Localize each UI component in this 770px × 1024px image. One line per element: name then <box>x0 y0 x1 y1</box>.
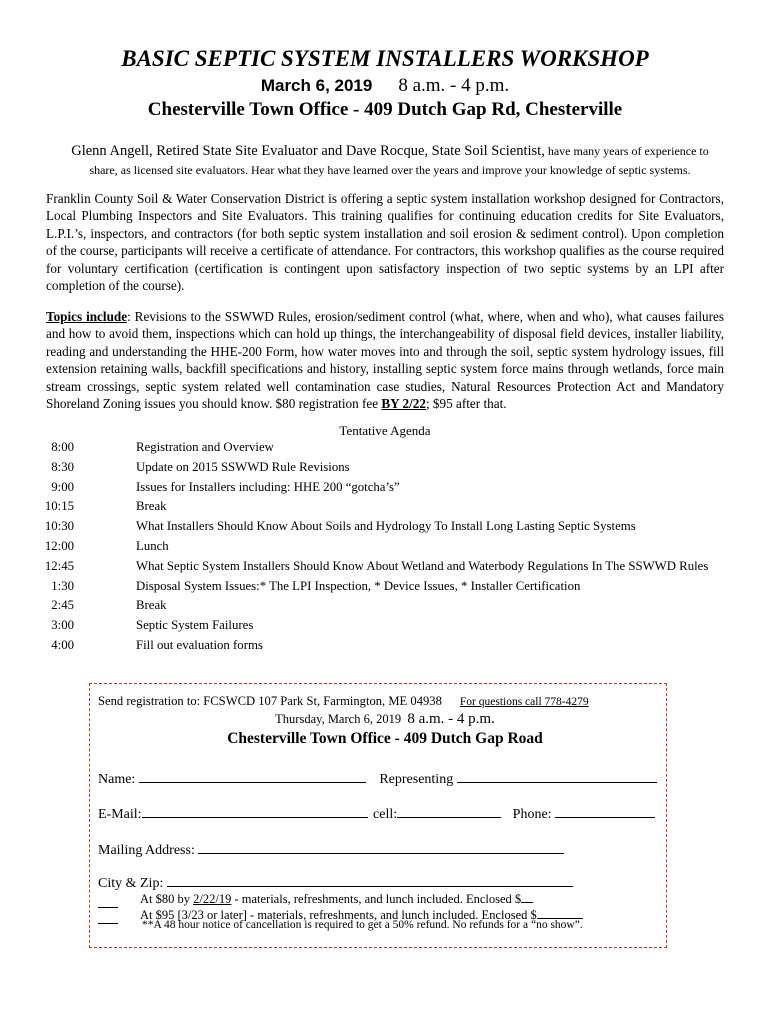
option-early-date: 2/22/19 <box>193 892 232 906</box>
representing-field[interactable] <box>457 768 657 783</box>
agenda-row <box>44 458 744 478</box>
email-field[interactable] <box>142 803 368 818</box>
contact-row <box>98 803 655 823</box>
city-row <box>98 874 573 892</box>
event-venue: Chesterville Town Office - 409 Dutch Gap Rd, Chesterville <box>147 99 623 120</box>
agenda-row <box>44 438 744 458</box>
agenda-activity: What Septic System Installers Should Know About Wetland and Waterbody Regulations In The SSWWD Rules <box>136 558 709 573</box>
agenda-row <box>44 636 744 656</box>
send-address: Send registration to: FCSWCD 107 Park St, Farmington, ME 04938 <box>98 694 442 708</box>
agenda-time: 10:15 <box>44 499 74 514</box>
agenda-activity: Disposal System Issues:* The LPI Inspection, * Device Issues, * Installer Certification <box>136 578 581 593</box>
agenda-activity: Break <box>136 499 167 514</box>
agenda-activity: Lunch <box>136 538 169 553</box>
agenda-activity: Update on 2015 SSWWD Rule Revisions <box>136 459 350 474</box>
form-datetime <box>0 711 770 728</box>
agenda-activity: Registration and Overview <box>136 440 274 454</box>
option-early-amount[interactable] <box>521 891 533 903</box>
agenda-list <box>44 438 744 656</box>
agenda-time: 4:00 <box>51 637 74 652</box>
name-label: Name: <box>98 772 136 787</box>
name-row <box>98 768 657 788</box>
agenda-time: 1:30 <box>51 578 74 593</box>
event-time: 8 a.m. - 4 p.m. <box>398 75 510 96</box>
intro-rest: have many years of experience to <box>547 144 709 158</box>
agenda-row <box>44 616 744 636</box>
event-dateline <box>0 75 770 97</box>
option-early-pre: At $80 by <box>140 892 194 906</box>
form-date: Thursday, March 6, 2019 <box>275 712 402 726</box>
agenda-time: 3:00 <box>51 618 74 633</box>
agenda-time: 2:45 <box>51 598 74 613</box>
agenda-time: 9:00 <box>51 479 74 494</box>
email-label: E-Mail: <box>98 807 142 822</box>
description-paragraph: Franklin County Soil & Water Conservation District is offering a septic system installation workshop designed for Contractors, Local Plumbing Inspectors and Site Evaluators. This training qualifies for continuing education credits for Site Evaluators, L.P.I.’s, inspectors, and contractors (for both septic system installation and soil erosion & sediment control). Upon completion of the course, participants will receive a certificate of attendance. For contractors, this workshop qualifies as the course required for voluntary certification (certification is contingent upon satisfactory inspection of two septic systems by an LPI after completion of the course). <box>46 191 724 294</box>
intro-line2: share, as licensed site evaluators. Hear what they have learned over the years and improve your knowledge of septic systems. <box>89 163 691 177</box>
option-early-post: - materials, refreshments, and lunch included. Enclosed $ <box>231 892 522 906</box>
form-time: 8 a.m. - 4 p.m. <box>407 711 495 727</box>
mailing-label: Mailing Address: <box>98 843 195 858</box>
option-late-checkbox[interactable] <box>98 908 118 924</box>
agenda-time: 10:30 <box>44 519 74 534</box>
agenda-title: Tentative Agenda <box>339 423 431 438</box>
option-early-checkbox[interactable] <box>98 892 118 908</box>
cell-label: cell: <box>373 807 398 822</box>
city-zip-field[interactable] <box>167 874 573 887</box>
agenda-row <box>44 478 744 498</box>
send-registration <box>98 694 589 709</box>
agenda-time: 8:30 <box>51 459 74 474</box>
option-late-amount[interactable] <box>537 907 583 919</box>
presenters: Glenn Angell, Retired State Site Evaluator and Dave Rocque, State Soil Scientist, <box>71 143 545 159</box>
questions-phone: For questions call 778-4279 <box>459 696 589 708</box>
topics-text: : Revisions to the SSWWD Rules, erosion/sediment control (what, where, when and who), what causes failures and how to avoid them, inspections which can hold up things, the interchangeability of disposal field devices, installer liability, reading and understanding the HHE-200 Form, how water moves into and through the soil, septic system hydrology issues, fill extension retaining walls, backfill specifications and history, installing septic system force mains through wetlands, force main stream crossings, septic system related well contamination case studies, Natural Resources Protection Act and Mandatory Shoreland Zoning issues you should know. $80 registration fee <box>46 309 724 412</box>
page-title: BASIC SEPTIC SYSTEM INSTALLERS WORKSHOP <box>121 46 649 71</box>
cancellation-note: **A 48 hour notice of cancellation is required to get a 50% refund. No refunds for a “no show”. <box>142 919 583 931</box>
agenda-activity: Issues for Installers including: HHE 200 “gotcha’s” <box>136 479 400 494</box>
agenda-time: 12:00 <box>44 538 74 553</box>
representing-label: Representing <box>379 772 454 787</box>
topics-after: ; $95 after that. <box>425 396 507 412</box>
mailing-row <box>98 839 564 859</box>
city-label: City & Zip: <box>98 876 164 891</box>
form-venue: Chesterville Town Office - 409 Dutch Gap Road <box>227 730 543 747</box>
agenda-row <box>44 537 744 557</box>
agenda-row <box>44 596 744 616</box>
name-field[interactable] <box>139 768 366 783</box>
mailing-address-field[interactable] <box>198 839 564 854</box>
agenda-activity: Break <box>136 598 167 613</box>
agenda-row <box>44 557 744 577</box>
topics-label: Topics include <box>46 309 128 324</box>
agenda-time: 8:00 <box>51 440 74 454</box>
cell-field[interactable] <box>397 803 501 818</box>
agenda-row <box>44 517 744 537</box>
agenda-row <box>44 577 744 597</box>
agenda-activity: Septic System Failures <box>136 618 254 633</box>
event-date: March 6, 2019 <box>260 76 373 95</box>
agenda-activity: What Installers Should Know About Soils and Hydrology To Install Long Lasting Septic Systems <box>136 519 636 534</box>
fee-deadline: BY 2/22 <box>381 396 426 412</box>
intro-text <box>40 142 740 180</box>
phone-label: Phone: <box>512 807 552 822</box>
phone-field[interactable] <box>555 803 655 818</box>
agenda-row <box>44 497 744 517</box>
option-late-text: At $95 [3/23 or later] - materials, refreshments, and lunch included. Enclosed $ <box>140 908 537 922</box>
agenda-activity: Fill out evaluation forms <box>136 637 263 652</box>
agenda-time: 12:45 <box>44 558 74 573</box>
option-early <box>98 891 533 908</box>
topics-paragraph <box>46 308 724 412</box>
